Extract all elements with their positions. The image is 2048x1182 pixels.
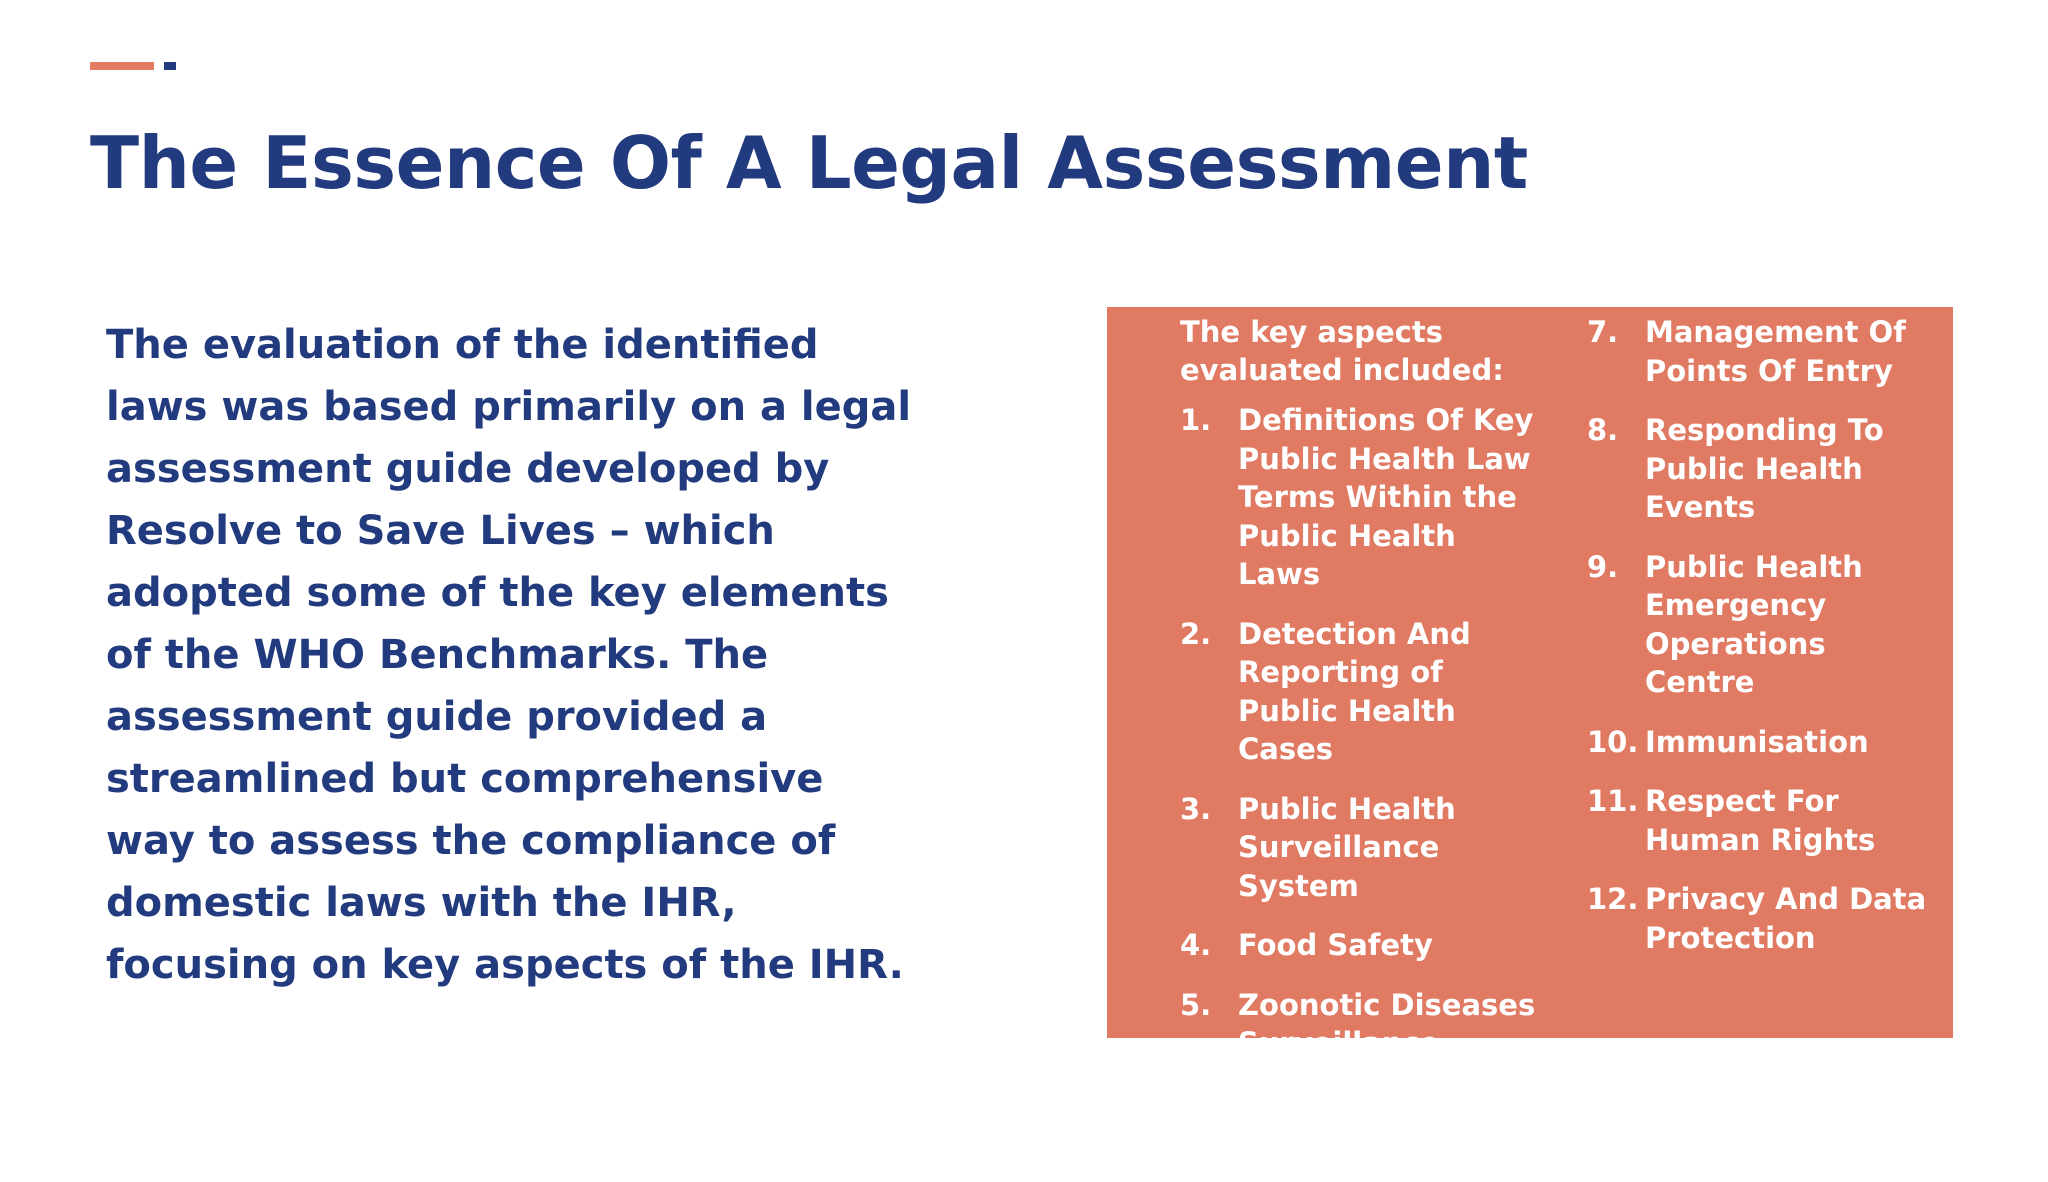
aspects-column-left <box>1180 313 1540 1182</box>
aspect-item <box>1587 782 1937 859</box>
aspect-text: Laboratory System <box>1238 1085 1418 1158</box>
aspect-item <box>1587 313 1937 390</box>
aspect-text: Public Health Surveillance System <box>1238 791 1456 903</box>
aspect-item <box>1587 411 1937 527</box>
aspect-text: Definitions Of Key Public Health Law Terms Within the Public Health Laws <box>1238 403 1534 591</box>
aspect-text: Detection And Reporting of Public Health Cases <box>1238 616 1471 766</box>
aspects-column-right <box>1587 313 1937 978</box>
aspect-number: 1. <box>1180 403 1212 437</box>
aspect-number: 4. <box>1180 928 1212 962</box>
key-aspects-box <box>1107 307 1953 1158</box>
aspect-number: 6. <box>1180 1085 1212 1120</box>
aspect-number: 12. <box>1587 882 1639 916</box>
aspect-text: Responding To Public Health Events <box>1645 413 1884 524</box>
aspect-text: Privacy And Data Protection <box>1645 882 1927 955</box>
aspect-item <box>1180 986 1540 1063</box>
aspect-item <box>1587 548 1937 702</box>
aspects-intro: The key aspects evaluated included: <box>1180 315 1504 387</box>
aspect-item <box>1587 880 1937 957</box>
aspect-text: Management Of Points Of Entry <box>1645 315 1906 388</box>
accent-bar-orange <box>90 62 154 70</box>
aspect-text: Immunisation <box>1645 724 1869 759</box>
aspect-text: Zoonotic Diseases Surveillance <box>1238 987 1536 1060</box>
aspect-number: 10. <box>1587 724 1639 759</box>
aspect-number: 11. <box>1587 784 1639 818</box>
aspect-item <box>1180 401 1540 594</box>
slide-body-text: The evaluation of the identified laws was based primarily on a legal assessment guide developed by Resolve to Save Lives – which adopted some of the key elements of the WHO Benchmarks. The assessment guide provided a streamlined but comprehensive way to assess the compliance of domestic laws with the IHR, focusing on key aspects of the IHR. <box>106 322 912 988</box>
aspect-item <box>1180 1084 1540 1161</box>
aspect-item <box>1587 723 1937 762</box>
aspects-list-left <box>1180 401 1540 1161</box>
aspect-number: 9. <box>1587 549 1619 584</box>
slide-title: The Essence Of A Legal Assessment <box>90 121 1528 205</box>
accent-bar-navy <box>164 62 176 70</box>
aspect-number: 3. <box>1180 791 1212 826</box>
aspect-text: Public Health Emergency Operations Centre <box>1645 549 1863 699</box>
aspect-text: Food Safety <box>1238 928 1433 962</box>
aspect-number: 7. <box>1587 315 1619 349</box>
aspect-number: 2. <box>1180 616 1212 651</box>
aspect-item <box>1180 790 1540 906</box>
aspect-item <box>1180 926 1540 965</box>
aspects-list-right <box>1587 313 1937 957</box>
aspect-number: 5. <box>1180 987 1212 1022</box>
aspect-item <box>1180 615 1540 769</box>
aspect-number: 8. <box>1587 413 1619 447</box>
aspect-text: Respect For Human Rights <box>1645 784 1876 857</box>
